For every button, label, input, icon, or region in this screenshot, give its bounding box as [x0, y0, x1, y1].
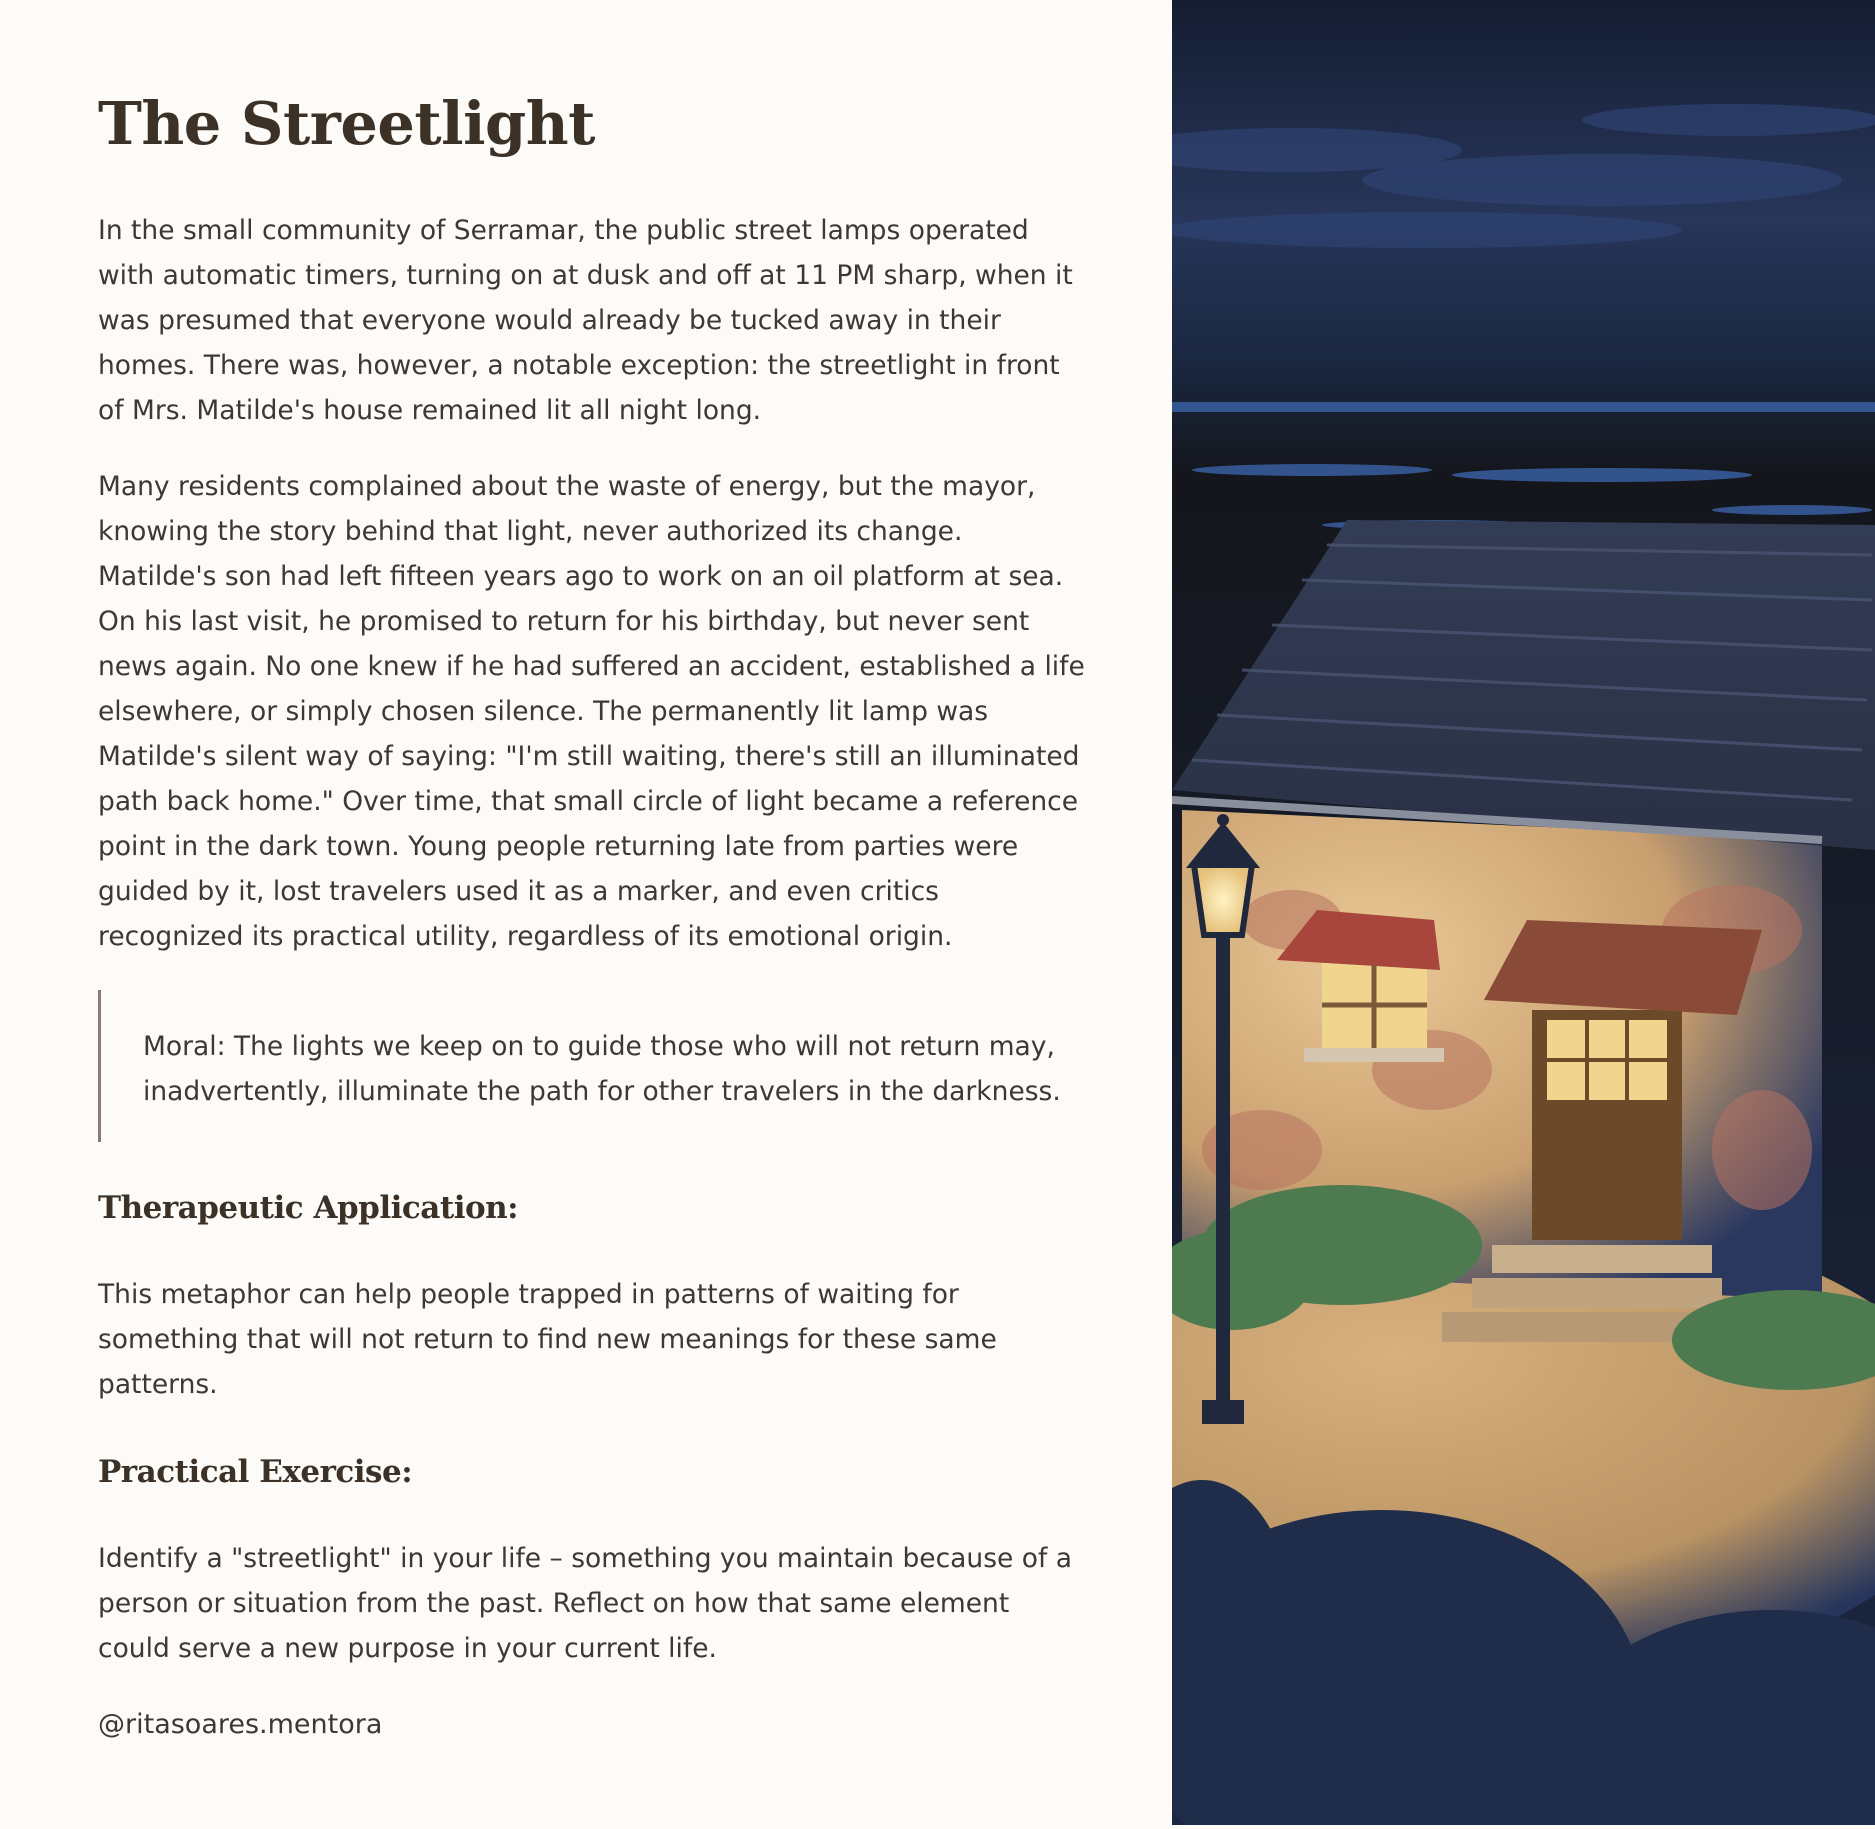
moral-blockquote — [98, 990, 1081, 1142]
story-paragraph-2: Many residents complained about the waste of energy, but the mayor, knowing the story behind that light, never authorized its change. Matilde's son had left fifteen years ago to work on an oil platform at sea. On his last visit, he promised to return for his birthday, but never sent news again. No one knew if he had suffered an accident, established a life elsewhere, or simply chosen silence. The permanently lit lamp was Matilde's silent way of saying: "I'm still waiting, there's still an illuminated path back home." Over time, that small circle of light became a reference point in the dark town. Young people returning late from parties were guided by it, lost travelers used it as a marker, and even critics recognized its practical utility, regardless of its emotional origin. — [98, 471, 1085, 952]
streetlight-house-illustration — [1172, 0, 1875, 1825]
page-title: The Streetlight — [98, 89, 595, 158]
author-handle: @ritasoares.mentora — [98, 1709, 383, 1740]
house-scene — [1172, 0, 1875, 1825]
exercise-text: Identify a "streetlight" in your life – something you maintain because of a person or situation from the past. Reflect on how that same element could serve a new purpose in your current life. — [98, 1543, 1072, 1664]
story-paragraph-1: In the small community of Serramar, the public street lamps operated with automatic timers, turning on at dusk and off at 11 PM sharp, when it was presumed that everyone would already be tucked away in their homes. There was, however, a notable exception: the streetlight in front of Mrs. Matilde's house remained lit all night long. — [98, 215, 1073, 426]
therapeutic-heading: Therapeutic Application: — [98, 1190, 519, 1226]
therapeutic-text: This metaphor can help people trapped in patterns of waiting for something that will not return to find new meanings for these same patterns. — [98, 1279, 997, 1400]
exercise-heading: Practical Exercise: — [98, 1454, 413, 1490]
moral-text: Moral: The lights we keep on to guide those who will not return may, inadvertently, illuminate the path for other travelers in the darkness. — [143, 1031, 1061, 1107]
door-awning — [1484, 920, 1762, 1015]
